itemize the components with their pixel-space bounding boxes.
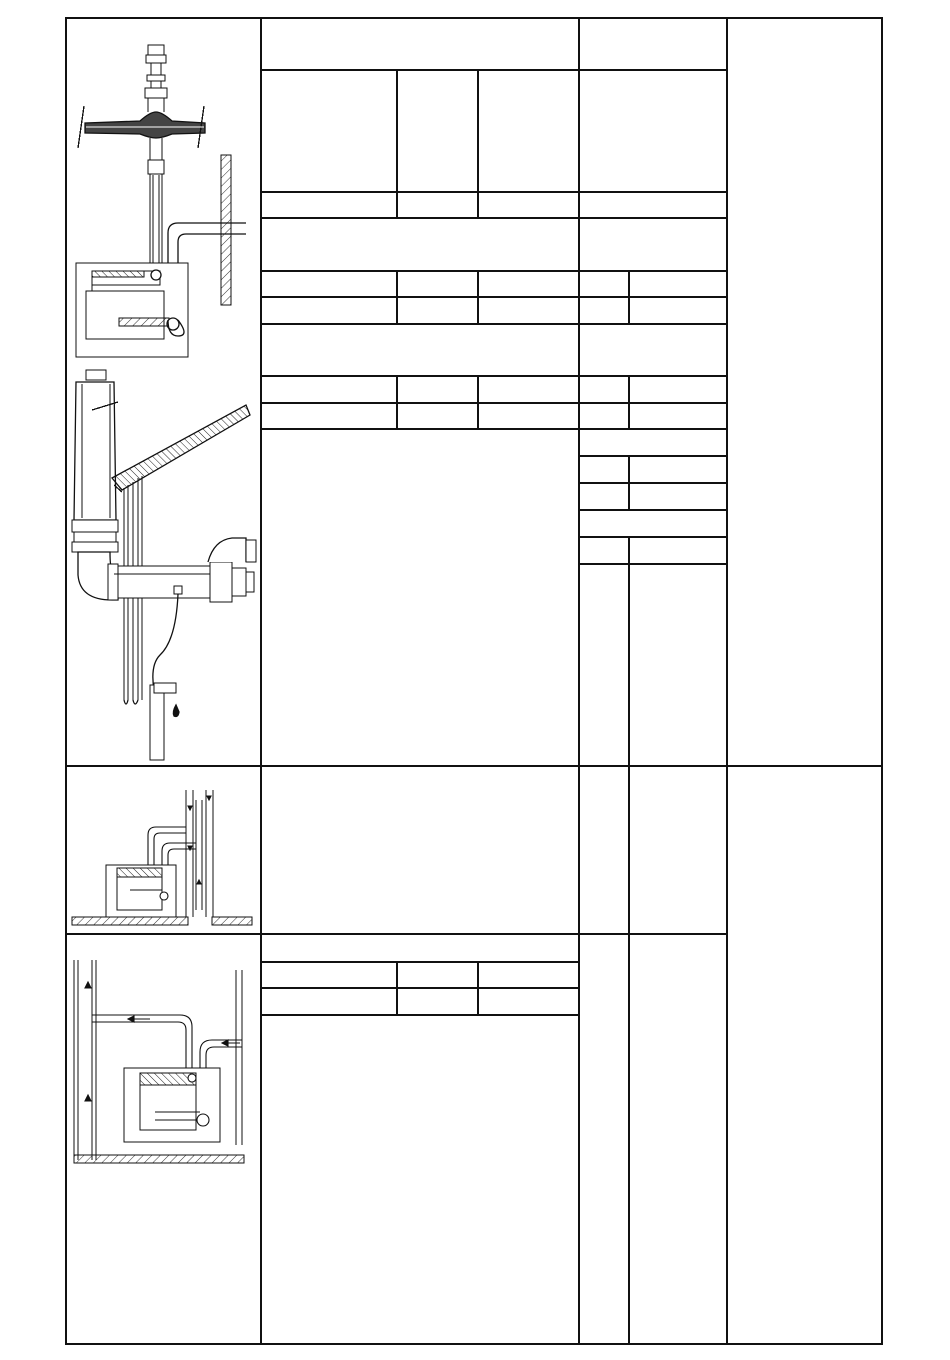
vertical-roof-flue-illustration (76, 45, 246, 357)
wall-chase-flue-illustration (72, 790, 252, 925)
pitched-roof-terminal-illustration (72, 370, 256, 760)
separate-air-flue-illustration (74, 954, 244, 1163)
table-grid (66, 18, 882, 1344)
